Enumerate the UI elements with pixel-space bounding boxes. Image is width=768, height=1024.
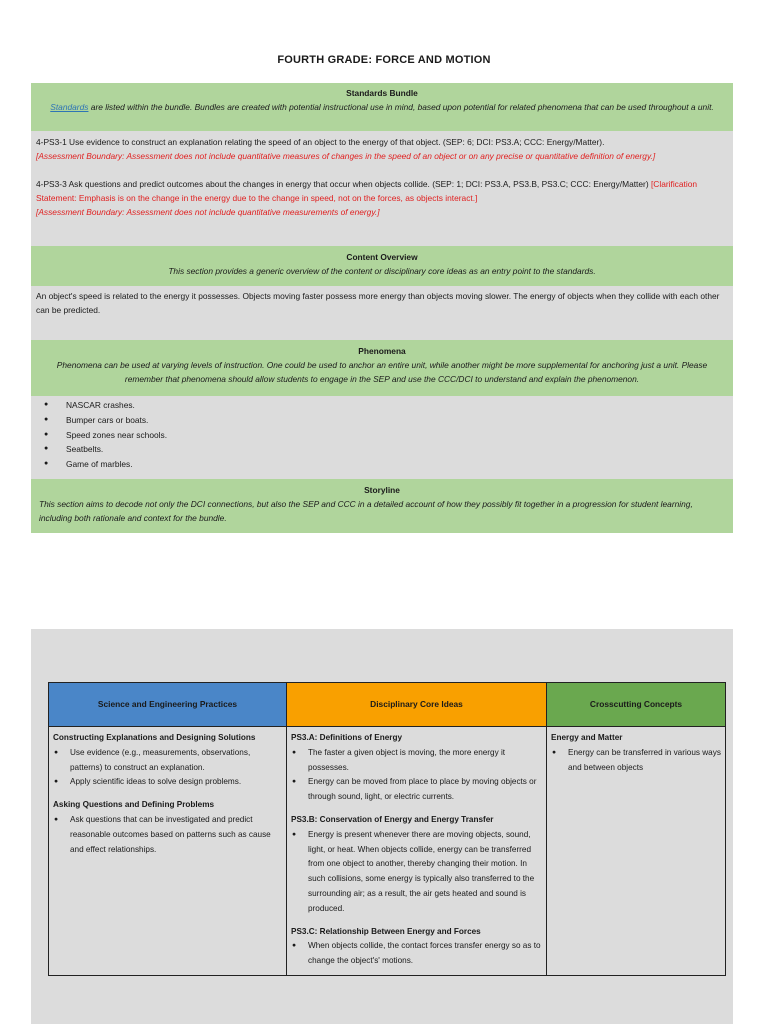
phenomena-subtitle: Phenomena can be used at varying levels of instruction. One could be used to anchor an entire unit, while another might be more supplemental for anchoring just a unit. Please remember that phenomena should allow students to engage in the SEP and use the CCC/DCI to understand and explain the phenomenon. bbox=[56, 360, 708, 384]
alignment-table bbox=[48, 682, 726, 976]
list-item: ● Bumper cars or boats. bbox=[44, 413, 728, 428]
phenomena-list-section bbox=[31, 396, 733, 479]
list-item: ● When objects collide, the contact forces transfer energy so as to change the object's' motions. bbox=[291, 939, 542, 969]
dci-cell bbox=[287, 727, 547, 976]
phenomena-list bbox=[36, 398, 728, 472]
content-overview-heading: Content Overview bbox=[346, 252, 418, 262]
dci-column-header: Disciplinary Core Ideas bbox=[287, 683, 547, 727]
content-overview-body bbox=[31, 286, 733, 340]
content-overview-text: An object's speed is related to the energy it possesses. Objects moving faster possess more energy than objects moving slower. The energy of objects when they collide with each other can be predicted. bbox=[36, 291, 720, 315]
standard-4-ps3-3: 4-PS3-3 Ask questions and predict outcomes about the changes in energy that occur when objects collide. (SEP: 1; DCI: PS3.A, PS3.B, PS3.C; CCC: Energy/Matter) bbox=[36, 179, 649, 189]
list-item: ● The faster a given object is moving, the more energy it possesses. bbox=[291, 746, 542, 776]
phenomena-header bbox=[31, 340, 733, 396]
storyline-header bbox=[31, 479, 733, 533]
standard-4-ps3-1: 4-PS3-1 Use evidence to construct an explanation relating the speed of an object to the energy of that object. (SEP: 6; DCI: PS3.A; CCC: Energy/Matter). bbox=[36, 137, 605, 147]
dci-group-title: PS3.B: Conservation of Energy and Energy Transfer bbox=[291, 814, 494, 824]
standards-bundle-header bbox=[31, 83, 733, 131]
ccc-column-header: Crosscutting Concepts bbox=[547, 683, 726, 727]
storyline-subtitle: This section aims to decode not only the DCI connections, but also the SEP and CCC in a detailed account of how they possibly fit together in a progression for student learning, including both rationale and context for the bundle. bbox=[39, 499, 693, 523]
content-overview-header bbox=[31, 246, 733, 286]
standard-4-ps3-1-boundary: [Assessment Boundary: Assessment does not include quantitative measures of changes in the speed of an object or on any precise or quantitative definition of energy.] bbox=[36, 151, 656, 161]
sep-column-header: Science and Engineering Practices bbox=[49, 683, 287, 727]
list-item: ● Apply scientific ideas to solve design problems. bbox=[53, 775, 282, 790]
list-item: ● Seatbelts. bbox=[44, 442, 728, 457]
content-overview-subtitle: This section provides a generic overview of the content or disciplinary core ideas as an entry point to the standards. bbox=[168, 266, 596, 276]
phenomena-heading: Phenomena bbox=[358, 346, 406, 356]
sep-group-title: Constructing Explanations and Designing Solutions bbox=[53, 733, 256, 742]
standards-bundle-intro: are listed within the bundle. Bundles are created with potential instructional use in mind, based upon potential for related phenomena that can be used throughout a unit. bbox=[88, 102, 714, 112]
ccc-group-title: Energy and Matter bbox=[551, 733, 623, 742]
sep-group-title: Asking Questions and Defining Problems bbox=[53, 800, 215, 810]
list-item: ● Use evidence (e.g., measurements, observations, patterns) to construct an explanation. bbox=[53, 746, 282, 776]
list-item: ● Energy can be moved from place to place by moving objects or through sound, light, or electric currents. bbox=[291, 775, 542, 805]
standards-bundle-heading: Standards Bundle bbox=[346, 88, 418, 98]
standards-section bbox=[31, 131, 733, 246]
storyline-heading: Storyline bbox=[364, 485, 400, 495]
standard-4-ps3-3-clarification: [Clarification Statement: Emphasis is on the change in the energy due to the change in speed, not on the forces, as objects interact.] bbox=[36, 179, 698, 203]
list-item: ● Game of marbles. bbox=[44, 457, 728, 472]
sep-cell bbox=[49, 727, 287, 976]
dci-group-title: PS3.C: Relationship Between Energy and Forces bbox=[291, 926, 481, 936]
list-item: ● Ask questions that can be investigated and predict reasonable outcomes based on patterns such as cause and effect relationships. bbox=[53, 813, 282, 857]
list-item: ● Speed zones near schools. bbox=[44, 428, 728, 443]
standards-link[interactable]: Standards bbox=[50, 102, 89, 112]
dci-group-title: PS3.A: Definitions of Energy bbox=[291, 733, 402, 742]
list-item: ● Energy can be transferred in various ways and between objects bbox=[551, 746, 721, 776]
list-item: ● NASCAR crashes. bbox=[44, 398, 728, 413]
list-item: ● Energy is present whenever there are moving objects, sound, light, or heat. When objects collide, energy can be transferred from one object to another, thereby changing their motion. In such collisions, some energy is typically also transferred to the surrounding air; as a result, the air gets heated and sound is produced. bbox=[291, 828, 542, 917]
ccc-cell bbox=[547, 727, 726, 976]
standard-4-ps3-3-boundary: [Assessment Boundary: Assessment does not include quantitative measurements of energy.] bbox=[36, 207, 380, 217]
page-title: FOURTH GRADE: FORCE AND MOTION bbox=[277, 54, 491, 66]
